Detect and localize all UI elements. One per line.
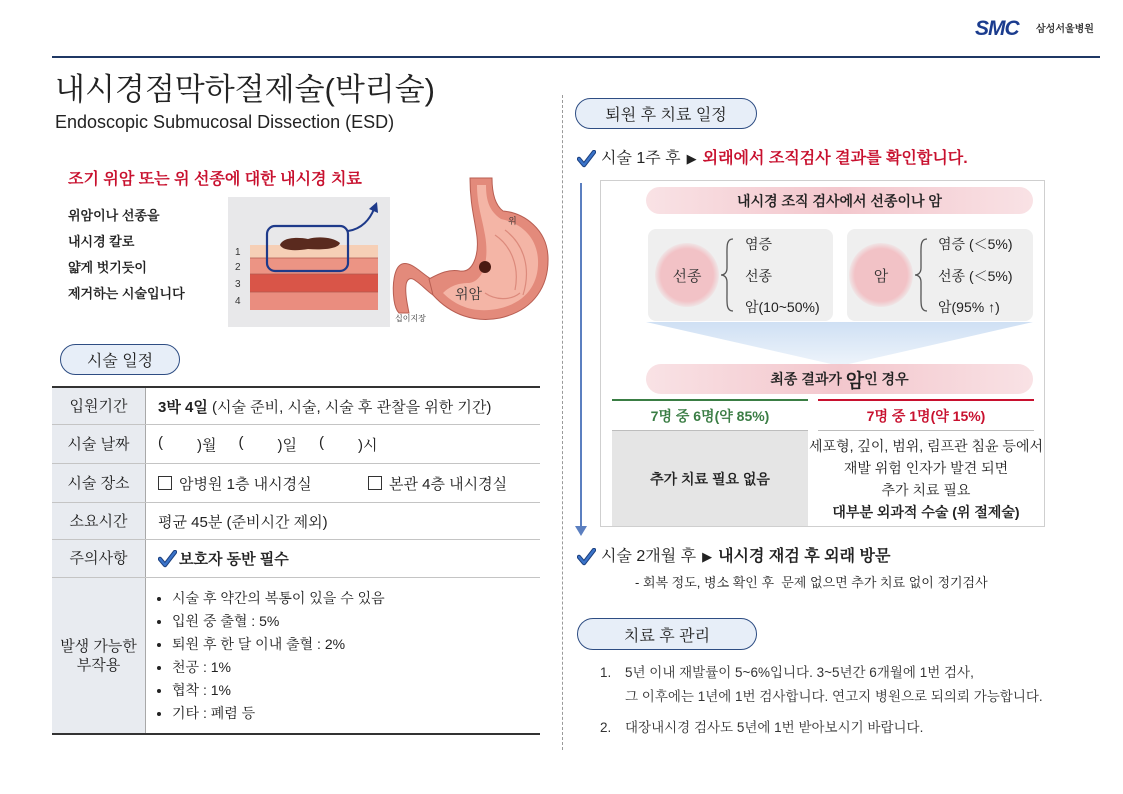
timeline-line — [580, 183, 582, 528]
column-divider — [562, 95, 563, 750]
table-row — [52, 388, 540, 425]
cancer-badge: 암 — [849, 243, 913, 307]
layer-label: 1 — [235, 247, 241, 258]
row-label: 소요시간 — [52, 503, 146, 539]
intro-line: 얇게 벗기듯이 — [68, 260, 147, 275]
check-icon — [158, 550, 177, 568]
place-value — [146, 464, 540, 502]
row-label: 주의사항 — [52, 540, 146, 577]
step-action: 외래에서 조직검사 결과를 확인합니다. — [702, 150, 968, 167]
layer-4-band — [250, 292, 378, 310]
banner-emphasis: 암 — [845, 370, 865, 392]
intro-line: 위암이나 선종을 — [68, 208, 160, 223]
followup-section-title: 퇴원 후 치료 일정 — [575, 98, 757, 129]
further-line: 세포형, 깊이, 범위, 림프관 침윤 등에서 — [809, 437, 1043, 454]
table-row — [52, 540, 540, 578]
paren-open: ( — [238, 433, 244, 451]
place-option-main-building — [368, 473, 507, 494]
row-label: 시술 날짜 — [52, 425, 146, 463]
checkbox-icon[interactable] — [158, 476, 172, 490]
no-further-treatment-column — [612, 399, 808, 526]
followup-step-1 — [577, 148, 968, 170]
intro-line: 내시경 칼로 — [68, 234, 135, 249]
day-slot[interactable] — [239, 434, 298, 455]
biopsy-result-box — [600, 180, 1045, 527]
schedule-section-title: 시술 일정 — [60, 344, 180, 375]
adenoma-badge: 선종 — [655, 243, 719, 307]
table-row — [52, 503, 540, 540]
step-timing: 시술 2개월 후 — [601, 548, 697, 565]
care-section-title: 치료 후 관리 — [577, 618, 757, 650]
adenoma-result: 염증 — [745, 236, 773, 252]
month-unit: )월 — [197, 436, 217, 454]
brace-icon — [720, 237, 736, 313]
further-body — [809, 431, 1043, 526]
cancer-outcomes — [847, 229, 1033, 321]
side-effects-list — [172, 579, 385, 733]
hospital-name: 삼성서울병원 — [1036, 24, 1094, 35]
side-effects-value — [146, 578, 540, 733]
duodenum-label: 십이지장 — [395, 314, 426, 323]
further-surgery: 대부분 외과적 수술 (위 절제술) — [832, 503, 1020, 520]
mucosa-layer-illustration — [228, 197, 390, 327]
intro-text — [68, 203, 185, 307]
header-divider — [52, 56, 1100, 58]
cancer-label: 위암 — [455, 286, 483, 302]
label-line: 부작용 — [76, 656, 121, 674]
paren-open: ( — [319, 433, 324, 451]
funnel-shape — [646, 322, 1033, 366]
no-further-header: 7명 중 6명(약 85%) — [612, 399, 808, 431]
further-line: 재발 위험 인자가 발견 되면 — [843, 459, 1009, 476]
step-timing: 시술 1주 후 — [601, 150, 681, 167]
hour-unit: )시 — [358, 436, 378, 454]
list-item: • 입원 중 출혈 : 5% — [172, 610, 385, 633]
layer-3-band — [250, 274, 378, 292]
option-label: 암병원 1층 내시경실 — [179, 475, 312, 493]
caution-text: 보호자 동반 필수 — [179, 551, 289, 568]
option-label: 본관 4층 내시경실 — [389, 475, 508, 493]
stomach-illustration — [385, 175, 550, 325]
further-line: 추가 치료 필요 — [881, 481, 971, 498]
schedule-table — [52, 386, 540, 735]
row-label — [52, 578, 146, 733]
stomach-label: 위 — [508, 216, 517, 226]
step-2-note: - 회복 정도, 병소 확인 후 문제 없으면 추가 치료 없이 정기검사 — [635, 575, 988, 590]
row-label: 시술 장소 — [52, 464, 146, 502]
cancer-result: 암(95% ↑) — [938, 299, 1000, 315]
table-row — [52, 464, 540, 503]
adenoma-outcomes — [648, 229, 833, 321]
hour-slot[interactable] — [319, 434, 378, 455]
step-action: 내시경 재검 후 외래 방문 — [718, 548, 891, 565]
paren-open: ( — [158, 433, 163, 451]
no-further-body: 추가 치료 필요 없음 — [612, 431, 808, 526]
place-option-cancer-center — [158, 473, 368, 494]
duodenum-shape — [393, 264, 433, 313]
care-item-line: 그 이후에는 1년에 1번 검사합니다. 연고지 병원으로 되의뢰 가능합니다. — [625, 689, 1043, 704]
further-header: 7명 중 1명(약 15%) — [818, 399, 1034, 431]
admission-value — [146, 388, 540, 424]
cancer-result: 선종 (＜5%) — [938, 268, 1013, 284]
cancer-spot — [479, 261, 491, 273]
biopsy-banner: 내시경 조직 검사에서 선종이나 암 — [646, 187, 1033, 214]
layer-label: 3 — [235, 279, 241, 290]
checkbox-icon[interactable] — [368, 476, 382, 490]
check-icon — [577, 548, 596, 566]
list-item: • 천공 : 1% — [172, 656, 385, 679]
play-arrow-icon: ▶ — [686, 151, 697, 166]
caution-value — [146, 540, 540, 577]
list-item: • 협착 : 1% — [172, 679, 385, 702]
final-result-banner — [646, 364, 1033, 394]
care-item-number: 1. — [600, 665, 612, 680]
duration-value: 평균 45분 (준비시간 제외) — [158, 513, 328, 531]
label-line: 발생 가능한 — [60, 637, 137, 655]
adenoma-result: 선종 — [745, 268, 773, 284]
lift-arrow-icon — [348, 209, 374, 231]
page-title: 내시경점막하절제술(박리술) — [55, 72, 435, 107]
admission-note: (시술 준비, 시술, 시술 후 관찰을 위한 기간) — [207, 398, 492, 416]
brace-icon — [914, 237, 930, 313]
further-treatment-column — [809, 399, 1043, 526]
page-subtitle: Endoscopic Submucosal Dissection (ESD) — [55, 112, 395, 132]
down-arrow-icon — [575, 526, 587, 536]
banner-text: 최종 결과가 — [770, 371, 846, 387]
check-icon — [577, 150, 596, 168]
list-item: • 퇴원 후 한 달 이내 출혈 : 2% — [172, 633, 385, 656]
smc-logo: SMC — [975, 17, 1019, 40]
care-item-line: 5년 이내 재발률이 5~6%입니다. 3~5년간 6개월에 1번 검사, — [625, 665, 974, 680]
day-unit: )일 — [277, 436, 297, 454]
followup-step-2 — [577, 546, 890, 568]
layer-label: 4 — [235, 296, 241, 307]
mucosa-layers-svg — [228, 197, 390, 327]
banner-text: 인 경우 — [864, 371, 909, 387]
admission-duration: 3박 4일 — [158, 398, 208, 416]
play-arrow-icon: ▶ — [702, 549, 713, 564]
table-row — [52, 425, 540, 464]
intro-line: 제거하는 시술입니다 — [68, 286, 185, 301]
cancer-result: 염증 (＜5%) — [938, 236, 1013, 252]
table-row — [52, 578, 540, 733]
list-item: • 시술 후 약간의 복통이 있을 수 있음 — [172, 587, 385, 610]
care-item-number: 2. — [600, 720, 612, 735]
adenoma-result: 암(10~50%) — [745, 299, 820, 315]
layer-label: 2 — [235, 262, 241, 273]
date-value — [146, 425, 540, 463]
list-item: • 기타 : 폐렴 등 — [172, 702, 385, 725]
row-label: 입원기간 — [52, 388, 146, 424]
care-item-line: 대장내시경 검사도 5년에 1번 받아보시기 바랍니다. — [625, 720, 924, 735]
intro-heading: 조기 위암 또는 위 선종에 대한 내시경 치료 — [68, 171, 362, 188]
month-slot[interactable] — [158, 434, 217, 455]
